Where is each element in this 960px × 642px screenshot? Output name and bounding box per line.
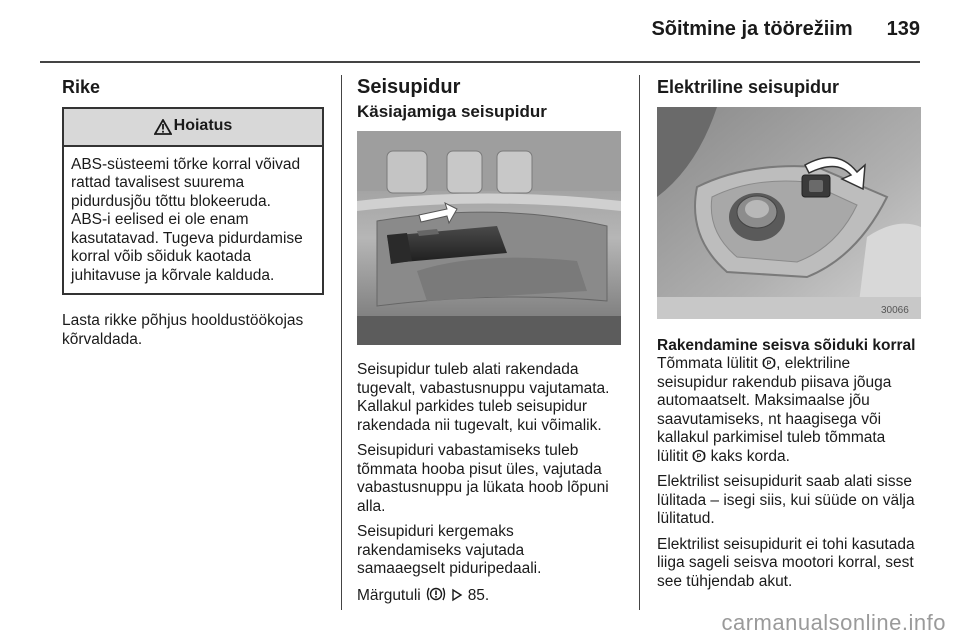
paragraph-line: tugevalt, vabastusnuppu vajutamata. <box>357 379 610 397</box>
text-fragment: lülitit <box>657 447 693 465</box>
warning-line: korral võib sõiduk kaotada <box>71 248 252 265</box>
warning-header <box>64 109 322 147</box>
rike-paragraph <box>62 312 324 349</box>
reference-line <box>357 586 625 606</box>
text-fragment: , elektriline <box>776 355 851 372</box>
column-seisupidur <box>357 78 625 612</box>
paragraph-3 <box>657 536 925 592</box>
paragraph-line: lülitatud. <box>657 510 715 527</box>
warning-line: rattad tavalisest suurema <box>71 174 245 191</box>
warning-line: ABS-süsteemi tõrke korral võivad <box>71 155 301 173</box>
svg-text:P: P <box>766 360 772 368</box>
paragraph-line: Kallakul parkides tuleb seisupidur <box>357 398 588 415</box>
section-heading-rike: Rike <box>62 77 101 97</box>
paragraph-line: rakendamiseks vajutada <box>357 541 525 559</box>
paragraph-line: alla. <box>357 497 386 515</box>
paragraph-line: Elektrilist seisupidurit saab alati sisse <box>657 473 912 490</box>
parking-brake-switch-icon <box>692 449 706 463</box>
warning-box <box>62 107 324 296</box>
paragraph-line: kõrvaldada. <box>62 330 143 348</box>
warning-line: pidurdusjõu tõttu blokeeruda. <box>71 192 271 210</box>
column-divider-2 <box>639 75 640 610</box>
warning-title: Hoiatus <box>173 117 233 135</box>
image-code: 30066 <box>881 304 909 316</box>
handbrake-photo <box>357 131 621 345</box>
paragraph-line: vabastusnuppu ja lükata hoob lõpuni <box>357 479 609 496</box>
page-header <box>40 18 920 46</box>
paragraph-line: tõmmata hooba pisut üles, vajutada <box>357 460 602 478</box>
paragraph-line: Lasta rikke põhjus hooldustöökojas <box>62 312 304 329</box>
warning-text <box>64 147 322 294</box>
svg-text:P: P <box>696 453 702 461</box>
warning-line: kasutatavad. Tugeva pidurdamise <box>71 229 303 247</box>
text-fragment: kaks korda. <box>706 447 790 465</box>
subheading-kasiajamiga: Käsiajamiga seisupidur <box>357 101 547 121</box>
paragraph-line: seisupidur rakendub piisava jõuga <box>657 373 892 391</box>
warning-triangle-icon <box>154 119 172 135</box>
paragraph-line: kallakul parkimisel tuleb tõmmata <box>657 429 886 446</box>
electric-brake-switch-photo <box>657 107 921 319</box>
watermark: carmanualsonline.info <box>721 610 946 635</box>
paragraph-line: Seisupiduri kergemaks <box>357 523 514 540</box>
paragraph-line: samaaegselt piduripedaali. <box>357 560 542 577</box>
paragraph-line <box>657 355 925 374</box>
reference-label: Märgutuli <box>357 586 421 604</box>
paragraph-line: Seisupiduri vabastamiseks tuleb <box>357 442 579 459</box>
text-fragment: Tõmmata lülitit <box>657 355 763 372</box>
paragraph-line: see tühjendab akut. <box>657 572 793 590</box>
paragraph-3 <box>357 523 625 579</box>
paragraph-2 <box>657 473 925 529</box>
header-rule <box>40 61 920 63</box>
warning-line: ABS-i eelised ei ole enam <box>71 211 249 228</box>
paragraph-line: Seisupidur tuleb alati rakendada <box>357 361 579 378</box>
paragraph-line: rakendada nii tugevalt, kui võimalik. <box>357 416 602 434</box>
paragraph-line <box>657 448 925 467</box>
paragraph-1 <box>357 361 625 435</box>
page-title: Sõitmine ja töörežiim <box>651 18 853 40</box>
paragraph-2 <box>357 442 625 516</box>
paragraph-line: liiga sageli seisva mootori korral, sest <box>657 554 914 571</box>
parking-brake-switch-icon <box>762 356 776 370</box>
column-elektriline <box>657 78 925 598</box>
warning-line: juhitavuse ja kõrvale kalduda. <box>71 266 275 284</box>
paragraph-line: Elektrilist seisupidurit ei tohi kasutada <box>657 535 915 553</box>
column-rike <box>62 78 324 356</box>
section-heading-elektriline: Elektriline seisupidur <box>657 77 840 97</box>
section-heading-seisupidur: Seisupidur <box>357 76 461 98</box>
paragraph-1 <box>657 355 925 466</box>
brake-warning-lamp-icon <box>425 586 447 602</box>
page-reference-arrow-icon <box>451 588 463 602</box>
paragraph-line: automaatselt. Maksimaalse jõu <box>657 392 870 409</box>
column-divider-1 <box>341 75 342 610</box>
subheading-rakendamine: Rakendamine seisva sõiduki korral <box>657 336 916 354</box>
reference-page: 85. <box>467 586 490 604</box>
page-number: 139 <box>886 18 920 40</box>
paragraph-line: saavutamiseks, nt haagisega või <box>657 410 882 428</box>
paragraph-line: lülitada – isegi siis, kui süüde on välja <box>657 491 915 509</box>
